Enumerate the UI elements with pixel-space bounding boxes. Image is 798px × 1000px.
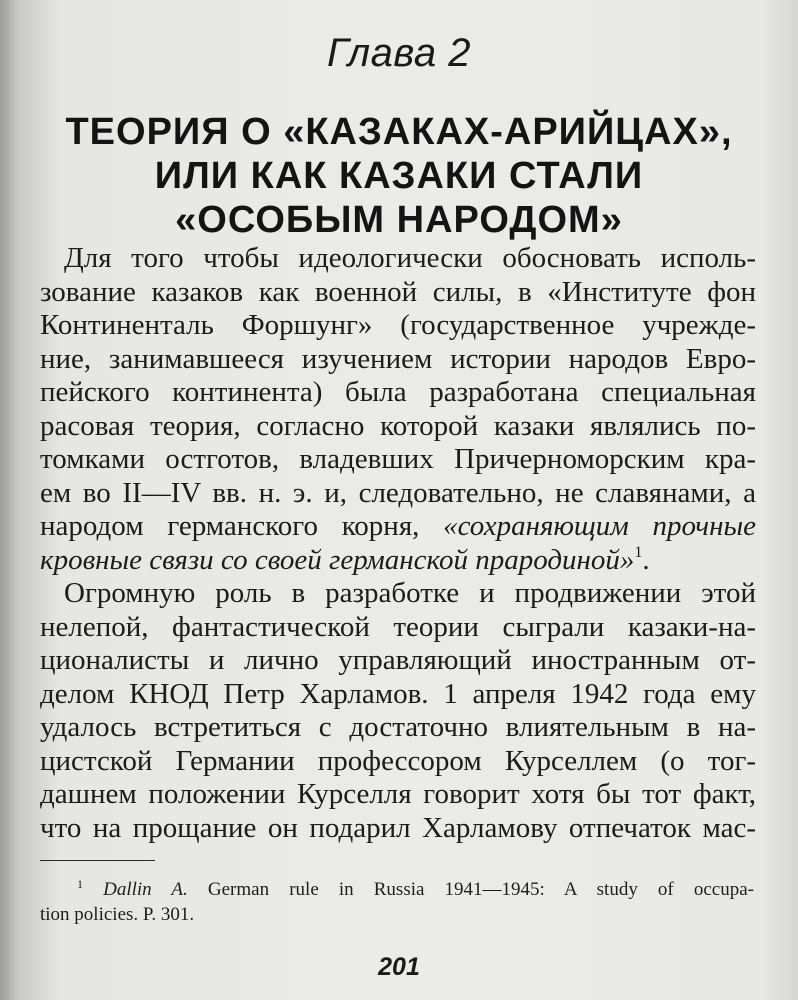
text-line: томками остготов, владевших Причерноморским кра- <box>40 443 756 475</box>
quote-italic: «сохраняющим прочные <box>443 510 756 542</box>
footnote-divider <box>40 860 155 861</box>
text-line: делом КНОД Петр Харламов. 1 апреля 1942 года ему <box>40 677 756 710</box>
text-line: Для того чтобы идеологически обосновать исполь- <box>64 242 756 274</box>
text-line: пейского континента) была разработана специальная <box>40 376 756 408</box>
paragraph-2 <box>40 577 756 845</box>
footnote-reference[interactable]: 1 <box>634 543 643 561</box>
chapter-title <box>40 110 758 242</box>
text-line: ем во II—IV вв. н. э. и, следовательно, не славянами, а <box>40 476 756 509</box>
text-line: Континенталь Форшунг» (государственное учрежде- <box>40 309 756 341</box>
text-line: расовая теория, согласно которой казаки являлись по- <box>40 409 756 442</box>
text-line: зование казаков как военной силы, в «Институте фон <box>40 275 756 308</box>
text-line: ционалисты и лично управляющий иностранным от- <box>40 644 756 676</box>
footnote-number: 1 <box>77 877 83 891</box>
footnote-author: Dallin A. <box>103 879 188 900</box>
text-line: цистской Германии профессором Курселлем (о тог- <box>40 744 756 777</box>
footnote <box>40 877 754 927</box>
chapter-title-line: ТЕОРИЯ О «КАЗАКАХ-АРИЙЦАХ», <box>65 111 733 153</box>
body-text <box>40 242 756 845</box>
chapter-label: Глава 2 <box>327 31 471 75</box>
text-line <box>40 544 756 578</box>
text-line: нелепой, фантастической теории сыграли казаки-на- <box>40 610 756 643</box>
text-line: удалось встретиться с достаточно влиятельным в на- <box>40 711 756 743</box>
page-number: 201 <box>378 953 420 981</box>
footnote-line: tion policies. P. 301. <box>40 904 195 925</box>
footnote-line <box>40 877 754 902</box>
text-run: . <box>642 543 650 576</box>
text-line: дашнем положении Курселля говорит хотя бы тот факт, <box>40 778 756 810</box>
text-line: Огромную роль в разработке и продвижении этой <box>64 577 756 609</box>
chapter-title-line: ИЛИ КАК КАЗАКИ СТАЛИ <box>154 155 644 197</box>
text-line: что на прощание он подарил Харламову отпечаток мас- <box>40 811 756 844</box>
text-run: народом германского корня, <box>40 510 444 542</box>
chapter-title-line: «ОСОБЫМ НАРОДОМ» <box>175 199 623 241</box>
footnote-text: German rule in Russia 1941—1945: A study of occupa- <box>187 879 754 900</box>
quote-italic: кровные связи со своей германской прародиной» <box>40 543 635 576</box>
text-line <box>40 510 756 544</box>
text-line: ние, занимавшееся изучением истории народов Евро- <box>40 342 756 375</box>
paragraph-1 <box>40 242 756 577</box>
